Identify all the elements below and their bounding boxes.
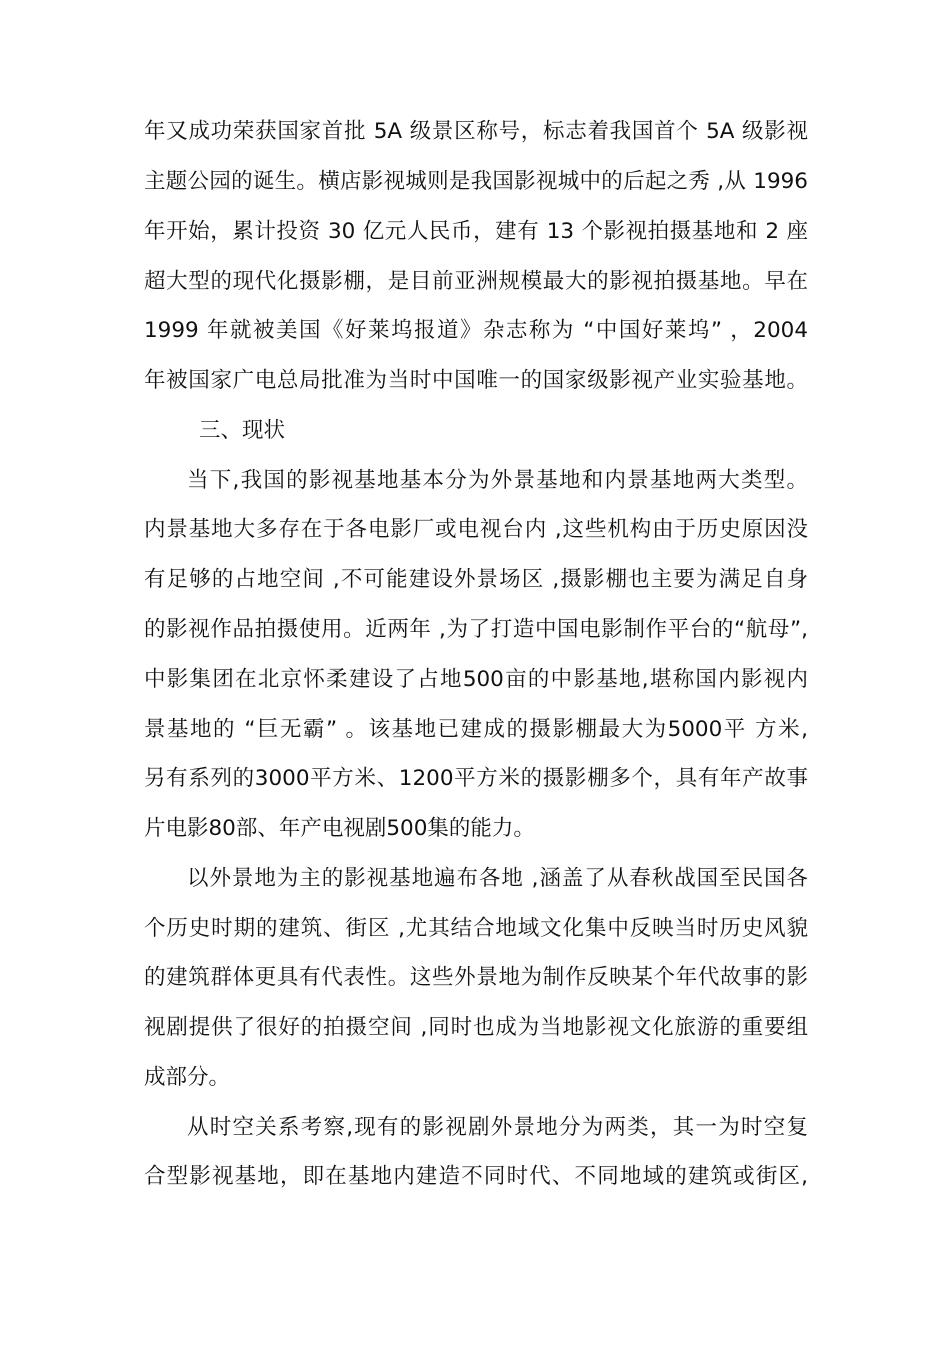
paragraph-line: 片电影80部、年产电视剧500集的能力。 <box>144 816 535 841</box>
paragraph-line: 内景基地大多存在于各电影厂或电视台内 ,这些机构由于历史原因没 <box>144 517 808 542</box>
paragraph-line: 1999 年就被美国《好莱坞报道》杂志称为 “中国好莱坞” ，2004 <box>144 318 808 343</box>
paragraph-line: 以外景地为主的影视基地遍布各地 ,涵盖了从春秋战国至民国各 <box>187 866 808 891</box>
paragraph-line: 个历史时期的建筑、街区 ,尤其结合地域文化集中反映当时历史风貌 <box>144 916 808 941</box>
paragraph-line: 景基地的 “巨无霸” 。该基地已建成的摄影棚最大为5000平 方米, <box>144 717 808 742</box>
paragraph-line: 年又成功荣获国家首批 5A 级景区称号，标志着我国首个 5A 级影视 <box>144 119 808 144</box>
paragraph-line: 有足够的占地空间 ,不可能建设外景场区 ,摄影棚也主要为满足自身 <box>144 567 808 592</box>
paragraph-line: 年开始，累计投资 30 亿元人民币，建有 13 个影视拍摄基地和 2 座 <box>144 219 808 244</box>
paragraph-line: 的建筑群体更具有代表性。这些外景地为制作反映某个年代故事的影 <box>144 965 808 990</box>
paragraph-line: 当下,我国的影视基地基本分为外景基地和内景基地两大类型。 <box>187 468 808 493</box>
paragraph-line: 另有系列的3000平方米、1200平方米的摄影棚多个，具有年产故事 <box>144 766 808 791</box>
paragraph-line: 成部分。 <box>144 1065 231 1090</box>
paragraph-line: 视剧提供了很好的拍摄空间 ,同时也成为当地影视文化旅游的重要组 <box>144 1015 808 1040</box>
paragraph-line: 的影视作品拍摄使用。近两年 ,为了打造中国电影制作平台的“航母”, <box>144 617 808 642</box>
paragraph-line: 主题公园的诞生。横店影视城则是我国影视城中的后起之秀 ,从 1996 <box>144 169 808 194</box>
paragraph-line: 年被国家广电总局批准为当时中国唯一的国家级影视产业实验基地。 <box>144 368 808 393</box>
section-heading: 三、现状 <box>199 418 286 443</box>
paragraph-line: 超大型的现代化摄影棚，是目前亚洲规模最大的影视拍摄基地。早在 <box>144 269 808 294</box>
paragraph-line: 合型影视基地，即在基地内建造不同时代、不同地域的建筑或街区, <box>144 1164 808 1189</box>
paragraph-line: 从时空关系考察,现有的影视剧外景地分为两类，其一为时空复 <box>187 1115 808 1140</box>
paragraph-line: 中影集团在北京怀柔建设了占地500亩的中影基地,堪称国内影视内 <box>144 667 808 692</box>
